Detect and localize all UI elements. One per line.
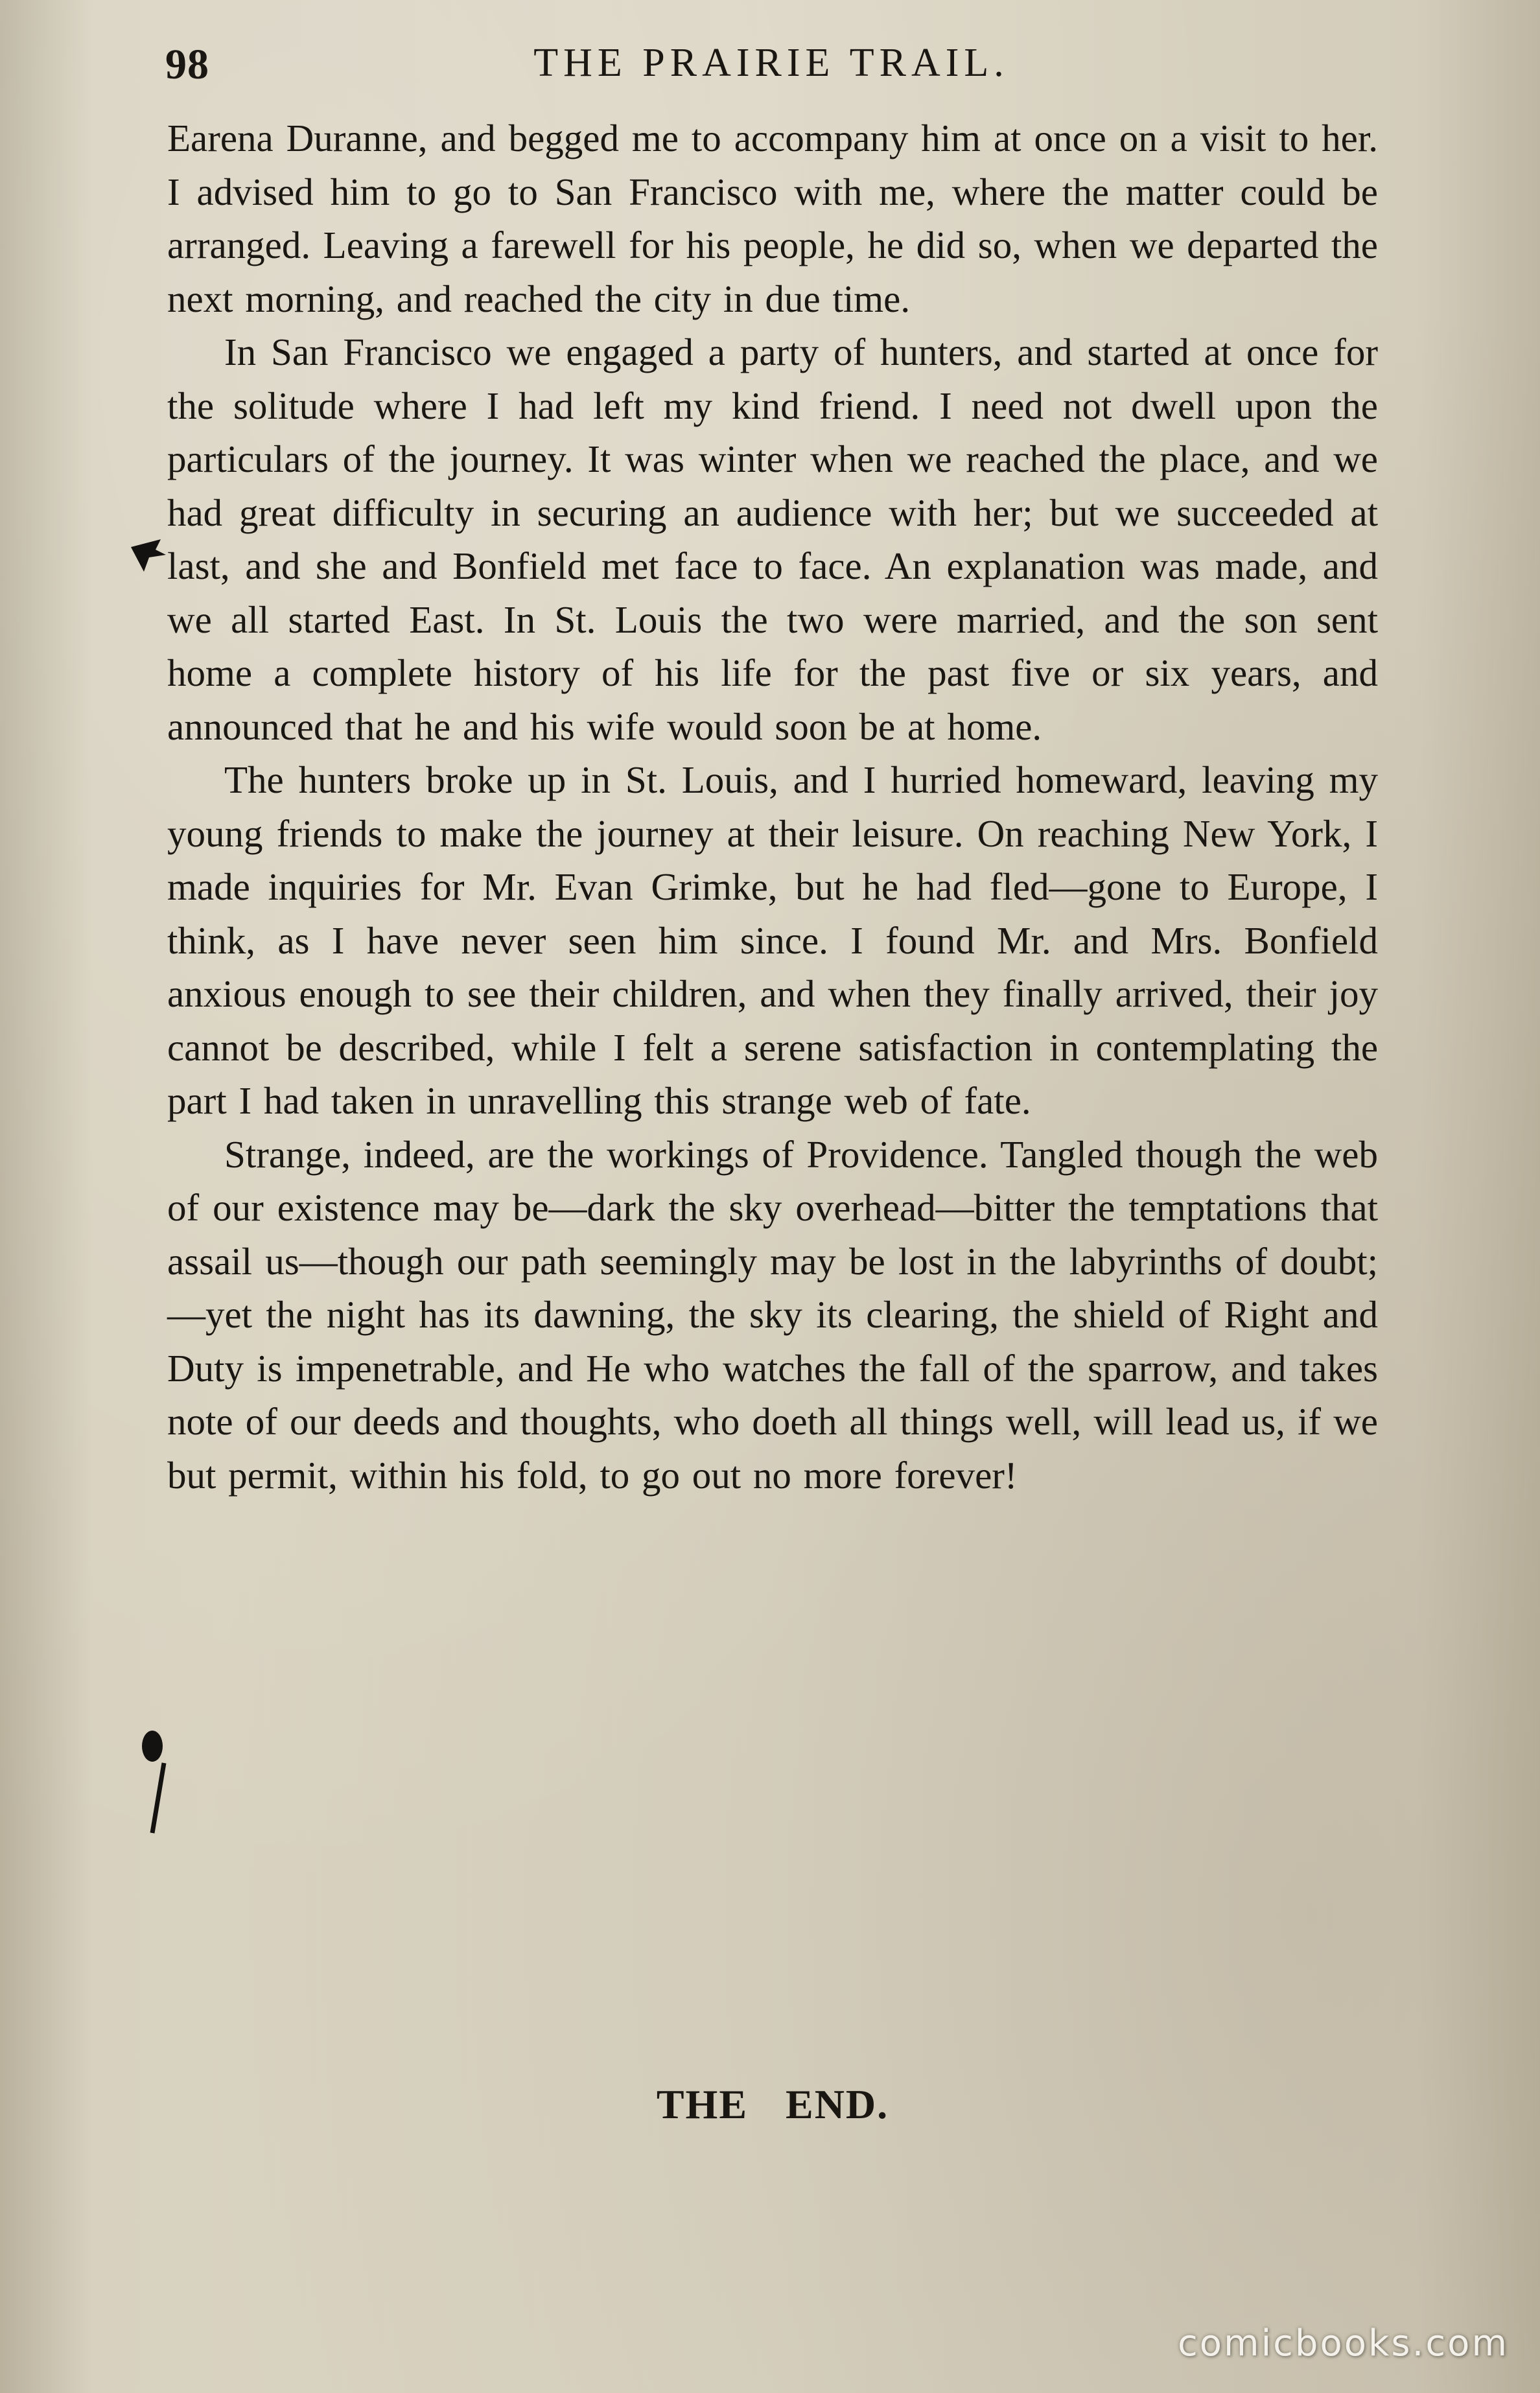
paragraph: The hunters broke up in St. Louis, and I hurried homeward, leaving my young friends to make the journey at their leisure. On reaching New York, I made inquiries for Mr. Evan Grimke, but he had fled—gone to Europe, I think, as I have never seen him since. I found Mr. and Mrs. Bonfield anxious enough to see their children, and when they finally arrived, their joy cannot be described, while I felt a serene satisfaction in contemplating the part I had taken in unravelling this strange web of fate.	[167, 758, 1378, 1122]
watermark: comicbooks.com	[1177, 2322, 1509, 2364]
body-text	[167, 111, 1378, 1502]
paragraph: Earena Duranne, and begged me to accompany him at once on a visit to her. I advised him to go to San Francisco with me, where the matter could be arranged. Leaving a farewell for his people, he did so, when we departed the next morning, and reached the city in due time.	[167, 117, 1378, 320]
page-header	[165, 40, 1377, 99]
paragraph: In San Francisco we engaged a party of hunters, and started at once for the solitude where I had left my kind friend. I need not dwell upon the particulars of the journey. It was winter when we reached the place, and we had great difficulty in securing an audience with her; but we succeeded at last, and she and Bonfield met face to face. An explanation was made, and we all started East. In St. Louis the two were married, and the son sent home a complete history of his life for the past five or six years, and announced that he and his wife would soon be at home.	[167, 331, 1378, 748]
closing-heading: THE END.	[656, 2081, 889, 2127]
page-number: 98	[165, 41, 209, 88]
running-title: THE PRAIRIE TRAIL.	[533, 41, 1009, 85]
ink-mark-icon	[133, 1724, 185, 1834]
ink-mark-icon	[130, 535, 169, 574]
paragraph: Strange, indeed, are the workings of Providence. Tangled though the web of our existence may be—dark the sky overhead—bitter the temptations that assail us—though our path seemingly may be lost in the labyrinths of doubt;—yet the night has its dawning, the sky its clearing, the shield of Right and Duty is impenetrable, and He who watches the fall of the sparrow, and takes note of our deeds and thoughts, who doeth all things well, will lead us, if we but permit, within his fold, to go out no more forever!	[167, 1132, 1378, 1497]
